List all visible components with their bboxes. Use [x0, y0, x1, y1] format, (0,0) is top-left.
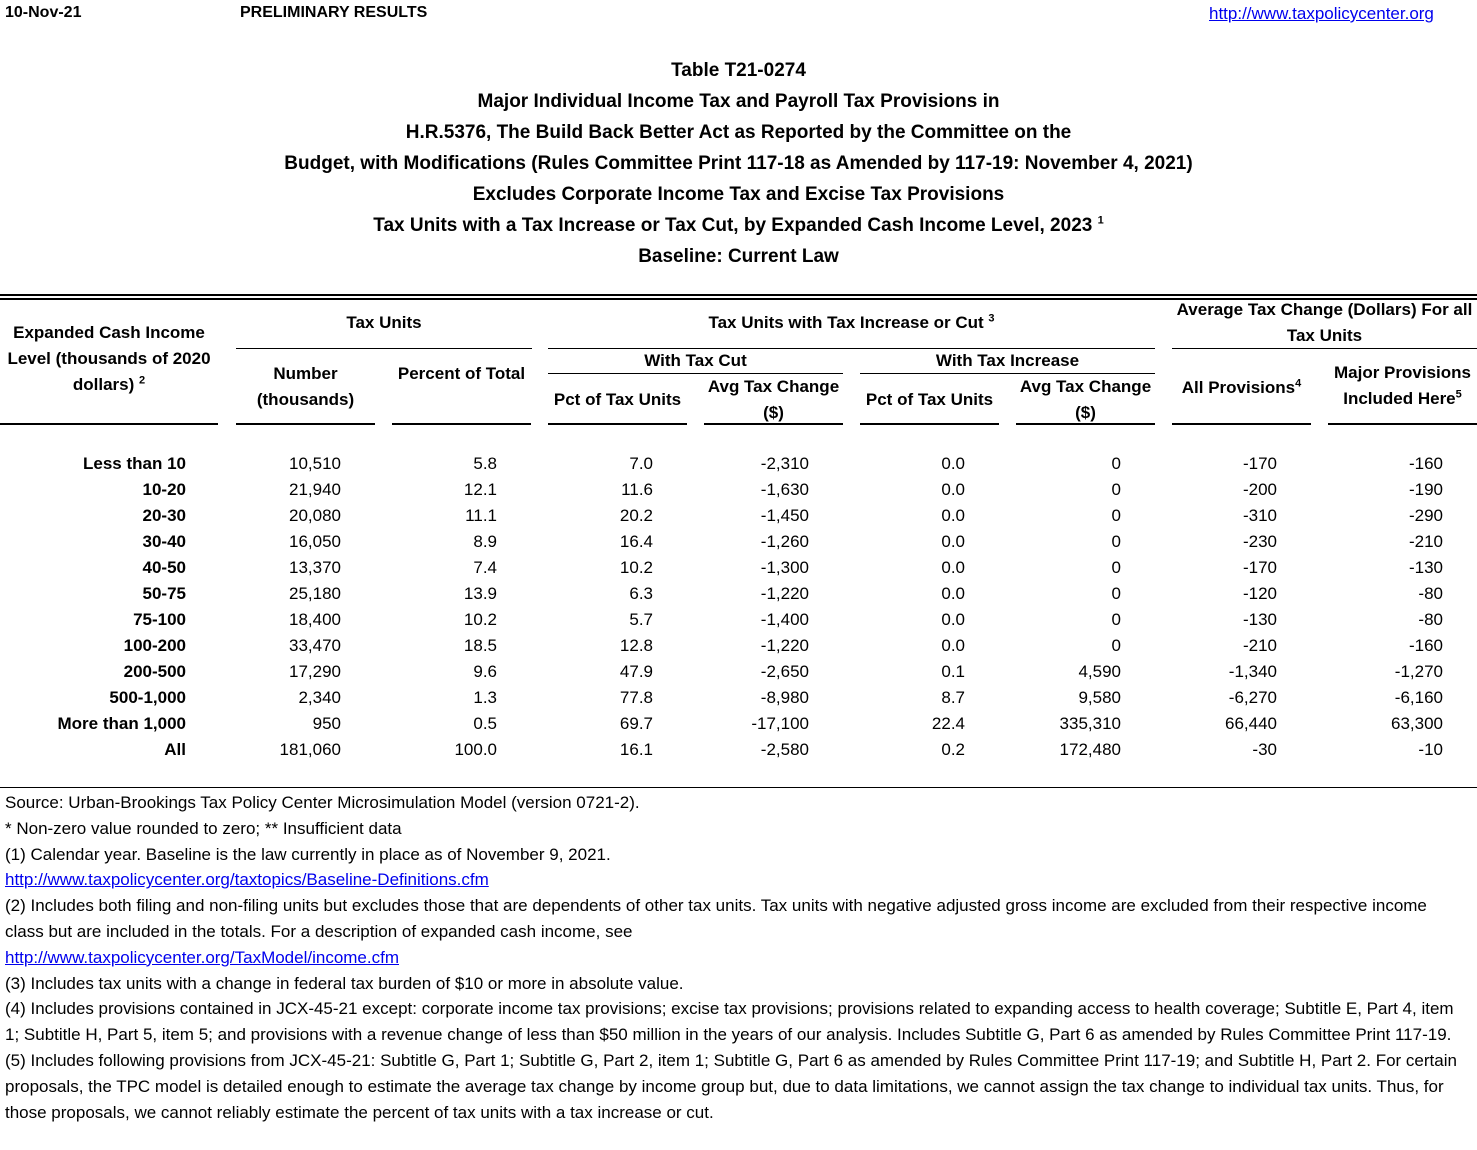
table-title-block — [0, 55, 1477, 272]
cell-number: 21,940 — [289, 480, 341, 499]
cell-cut-avg: -1,400 — [760, 610, 809, 629]
cell-all-provisions: -30 — [1252, 740, 1277, 759]
cell-all-provisions: -200 — [1242, 480, 1277, 499]
rule-col-inc-pct — [860, 423, 999, 425]
cell-inc-avg: 0 — [1111, 480, 1121, 499]
rule-col-cut-pct — [548, 423, 687, 425]
cell-all-provisions: -310 — [1242, 506, 1277, 525]
cell-all-provisions: -210 — [1242, 636, 1277, 655]
header-major-provisions — [1328, 360, 1477, 412]
cell-cut-avg: -1,220 — [760, 636, 809, 655]
cell-income-level: 40-50 — [142, 558, 186, 577]
table-id: Table T21-0274 — [671, 60, 806, 81]
cell-inc-pct: 0.1 — [941, 662, 965, 681]
header-increase-cut-group — [548, 310, 1155, 336]
cell-percent-total: 0.5 — [473, 714, 497, 733]
cell-cut-avg: -1,630 — [760, 480, 809, 499]
cell-number: 33,470 — [289, 636, 341, 655]
cell-inc-avg: 9,580 — [1078, 688, 1121, 707]
cell-inc-pct: 0.2 — [941, 740, 965, 759]
cell-inc-avg: 0 — [1111, 558, 1121, 577]
cell-number: 10,510 — [289, 454, 341, 473]
note-4: (4) Includes provisions contained in JCX-45-21 except: corporate income tax provisions; excise tax provisions; provisions related to expanding access to health coverage; Subtitle E, Part 4, item 1; Subtitle H, Part 5, item 5; and provisions with a revenue change of less than $50 million in the years of our analysis. Includes Subtitle G, Part 6 as amended by Rules Committee Print 117-19. — [5, 999, 1454, 1045]
cell-percent-total: 12.1 — [463, 480, 497, 499]
preliminary-results-label: PRELIMINARY RESULTS — [240, 4, 428, 21]
cell-inc-pct: 22.4 — [931, 714, 965, 733]
table-top-rule-1 — [0, 294, 1477, 296]
cell-cut-avg: -8,980 — [760, 688, 809, 707]
cell-cut-avg: -1,220 — [760, 584, 809, 603]
cell-inc-pct: 0.0 — [941, 636, 965, 655]
cell-major-provisions: 63,300 — [1391, 714, 1443, 733]
cell-inc-avg: 172,480 — [1059, 740, 1121, 759]
cell-inc-pct: 0.0 — [941, 584, 965, 603]
title-line-6 — [0, 210, 1477, 241]
cell-income-level: All — [164, 740, 186, 759]
header-cut-pct: Pct of Tax Units — [553, 390, 682, 409]
cell-income-level: 30-40 — [142, 532, 186, 551]
footnote-ref-2: 2 — [139, 374, 146, 387]
header-all-provisions-text: All Provisions — [1181, 378, 1296, 397]
cell-number: 25,180 — [289, 584, 341, 603]
table-bottom-rule — [0, 787, 1477, 788]
header-avg-change-group: Average Tax Change (Dollars) For all Tax Units — [1176, 300, 1473, 345]
cell-major-provisions: -130 — [1408, 558, 1443, 577]
header-number: Number (thousands) — [256, 364, 355, 409]
cell-number: 950 — [312, 714, 341, 733]
rule-col-inc-avg — [1016, 423, 1155, 425]
cell-number: 20,080 — [289, 506, 341, 525]
header-income-level-text: Expanded Cash Income Level (thousands of 2020 dollars) — [7, 323, 211, 394]
cell-major-provisions: -6,160 — [1394, 688, 1443, 707]
cell-all-provisions: -170 — [1242, 558, 1277, 577]
cell-percent-total: 10.2 — [463, 610, 497, 629]
income-definition-link[interactable]: http://www.taxpolicycenter.org/TaxModel/income.cfm — [5, 947, 399, 967]
cell-cut-pct: 12.8 — [619, 636, 653, 655]
cell-cut-avg: -1,300 — [760, 558, 809, 577]
rule-avg-change — [1172, 348, 1477, 349]
footnote-ref-3: 3 — [988, 312, 995, 325]
cell-income-level: Less than 10 — [83, 454, 186, 473]
cell-all-provisions: -120 — [1242, 584, 1277, 603]
rule-col-number — [236, 423, 375, 425]
rule-tax-units — [236, 348, 532, 349]
title-line-4: Budget, with Modifications (Rules Committee Print 117-18 as Amended by 117-19: November 4, 2021) — [284, 153, 1193, 174]
cell-income-level: 200-500 — [123, 662, 186, 681]
cell-cut-pct: 69.7 — [619, 714, 653, 733]
cell-income-level: 100-200 — [123, 636, 186, 655]
cell-income-level: 50-75 — [142, 584, 186, 603]
cell-percent-total: 18.5 — [463, 636, 497, 655]
header-percent-total: Percent of Total — [397, 364, 526, 383]
cell-number: 16,050 — [289, 532, 341, 551]
cell-percent-total: 13.9 — [463, 584, 497, 603]
cell-major-provisions: -190 — [1408, 480, 1443, 499]
cell-major-provisions: -160 — [1408, 636, 1443, 655]
rule-col-major-prov — [1328, 423, 1477, 425]
cell-major-provisions: -80 — [1418, 610, 1443, 629]
cell-inc-avg: 0 — [1111, 636, 1121, 655]
cell-cut-pct: 11.6 — [621, 480, 653, 499]
cell-inc-pct: 0.0 — [941, 558, 965, 577]
cell-percent-total: 5.8 — [473, 454, 497, 473]
cell-number: 181,060 — [279, 740, 341, 759]
header-inc-pct: Pct of Tax Units — [865, 390, 994, 409]
cell-inc-pct: 0.0 — [941, 454, 965, 473]
cell-inc-avg: 0 — [1111, 454, 1121, 473]
header-all-provisions — [1172, 375, 1311, 401]
cell-all-provisions: 66,440 — [1225, 714, 1277, 733]
header-tax-units-group: Tax Units — [346, 313, 422, 332]
header-inc-avg: Avg Tax Change ($) — [1019, 377, 1152, 422]
cell-major-provisions: -160 — [1408, 454, 1443, 473]
cell-cut-avg: -1,260 — [760, 532, 809, 551]
report-date: 10-Nov-21 — [5, 4, 82, 21]
title-line-6-text: Tax Units with a Tax Increase or Tax Cut, by Expanded Cash Income Level, 2023 — [373, 215, 1093, 236]
cell-cut-pct: 20.2 — [619, 506, 653, 525]
cell-cut-avg: -2,580 — [760, 740, 809, 759]
cell-all-provisions: -6,270 — [1228, 688, 1277, 707]
cell-inc-pct: 8.7 — [941, 688, 965, 707]
baseline-line: Baseline: Current Law — [638, 246, 839, 267]
cell-cut-pct: 16.4 — [619, 532, 653, 551]
cell-major-provisions: -290 — [1408, 506, 1443, 525]
rule-col-cut-avg — [704, 423, 843, 425]
cell-major-provisions: -1,270 — [1394, 662, 1443, 681]
title-line-3: H.R.5376, The Build Back Better Act as Reported by the Committee on the — [405, 122, 1072, 143]
cell-percent-total: 8.9 — [473, 532, 497, 551]
cell-inc-avg: 0 — [1111, 584, 1121, 603]
cell-income-level: 75-100 — [133, 610, 186, 629]
cell-major-provisions: -80 — [1418, 584, 1443, 603]
title-line-5: Excludes Corporate Income Tax and Excise Tax Provisions — [472, 184, 1005, 205]
footnotes — [5, 790, 1470, 1125]
cell-inc-avg: 335,310 — [1059, 714, 1121, 733]
footnote-ref-1: 1 — [1097, 214, 1104, 227]
cell-all-provisions: -130 — [1242, 610, 1277, 629]
cell-inc-pct: 0.0 — [941, 532, 965, 551]
cell-cut-avg: -2,650 — [760, 662, 809, 681]
header-with-tax-cut: With Tax Cut — [644, 351, 747, 370]
cell-percent-total: 100.0 — [454, 740, 497, 759]
cell-inc-avg: 0 — [1111, 532, 1121, 551]
cell-all-provisions: -230 — [1242, 532, 1277, 551]
cell-number: 18,400 — [289, 610, 341, 629]
cell-income-level: 20-30 — [142, 506, 186, 525]
cell-all-provisions: -1,340 — [1228, 662, 1277, 681]
cell-number: 17,290 — [289, 662, 341, 681]
cell-cut-avg: -17,100 — [751, 714, 809, 733]
rule-col-income — [0, 423, 218, 425]
cell-cut-pct: 6.3 — [629, 584, 653, 603]
cell-percent-total: 7.4 — [473, 558, 497, 577]
cell-income-level: 10-20 — [142, 480, 186, 499]
cell-number: 2,340 — [298, 688, 341, 707]
cell-major-provisions: -210 — [1408, 532, 1443, 551]
header-income-level — [0, 320, 218, 398]
cell-all-provisions: -170 — [1242, 454, 1277, 473]
cell-inc-avg: 4,590 — [1078, 662, 1121, 681]
cell-cut-pct: 10.2 — [619, 558, 653, 577]
cell-percent-total: 1.3 — [473, 688, 497, 707]
cell-inc-pct: 0.0 — [941, 610, 965, 629]
cell-cut-pct: 5.7 — [629, 610, 653, 629]
cell-inc-pct: 0.0 — [941, 506, 965, 525]
note-3: (3) Includes tax units with a change in federal tax burden of $10 or more in absolute value. — [5, 973, 684, 993]
cell-inc-pct: 0.0 — [941, 480, 965, 499]
title-line-2: Major Individual Income Tax and Payroll Tax Provisions in — [477, 91, 1000, 112]
cell-cut-pct: 7.0 — [629, 454, 653, 473]
cell-income-level: More than 1,000 — [57, 714, 186, 733]
cell-major-provisions: -10 — [1418, 740, 1443, 759]
cell-income-level: 500-1,000 — [109, 688, 186, 707]
cell-percent-total: 11.1 — [465, 506, 497, 525]
legend-note: * Non-zero value rounded to zero; ** Insufficient data — [5, 818, 402, 838]
header-major-provisions-text: Major Provisions Included Here — [1334, 363, 1471, 408]
header-increase-cut-text: Tax Units with Tax Increase or Cut — [708, 313, 984, 332]
baseline-definitions-link[interactable]: http://www.taxpolicycenter.org/taxtopics/Baseline-Definitions.cfm — [5, 870, 489, 890]
rule-col-percent — [392, 423, 531, 425]
note-1: (1) Calendar year. Baseline is the law currently in place as of November 9, 2021. — [5, 844, 611, 864]
cell-cut-pct: 47.9 — [619, 662, 653, 681]
cell-inc-avg: 0 — [1111, 506, 1121, 525]
footnote-ref-5: 5 — [1455, 388, 1462, 401]
header-with-tax-increase: With Tax Increase — [935, 351, 1080, 370]
cell-inc-avg: 0 — [1111, 610, 1121, 629]
taxpolicycenter-link[interactable]: http://www.taxpolicycenter.org — [1209, 4, 1434, 23]
cell-cut-pct: 77.8 — [619, 688, 653, 707]
cell-number: 13,370 — [289, 558, 341, 577]
note-2: (2) Includes both filing and non-filing units but excludes those that are dependents of other tax units. Tax units with negative adjusted gross income are excluded from their respective income class but are included in the totals. For a description of expanded cash income, see — [5, 896, 1427, 941]
cell-cut-avg: -1,450 — [760, 506, 809, 525]
footnote-ref-4: 4 — [1295, 377, 1302, 390]
cell-cut-avg: -2,310 — [760, 454, 809, 473]
rule-col-all-prov — [1172, 423, 1311, 425]
cell-cut-pct: 16.1 — [619, 740, 653, 759]
note-5: (5) Includes following provisions from JCX-45-21: Subtitle G, Part 1; Subtitle G, Part 2, item 1; Subtitle G, Part 6 as amended by Rules Committee Print 117-19; and Subtitle H, Part 2. For certain proposals, the TPC model is detailed enough to estimate the average tax change by income group but, due to data limitations, we cannot assign the tax change to individual tax units. Thus, for those proposals, we cannot reliably estimate the percent of tax units with a tax increase or cut. — [5, 1050, 1457, 1122]
cell-percent-total: 9.6 — [473, 662, 497, 681]
header-cut-avg: Avg Tax Change ($) — [707, 377, 840, 422]
source-note: Source: Urban-Brookings Tax Policy Center Microsimulation Model (version 0721-2). — [5, 793, 640, 812]
